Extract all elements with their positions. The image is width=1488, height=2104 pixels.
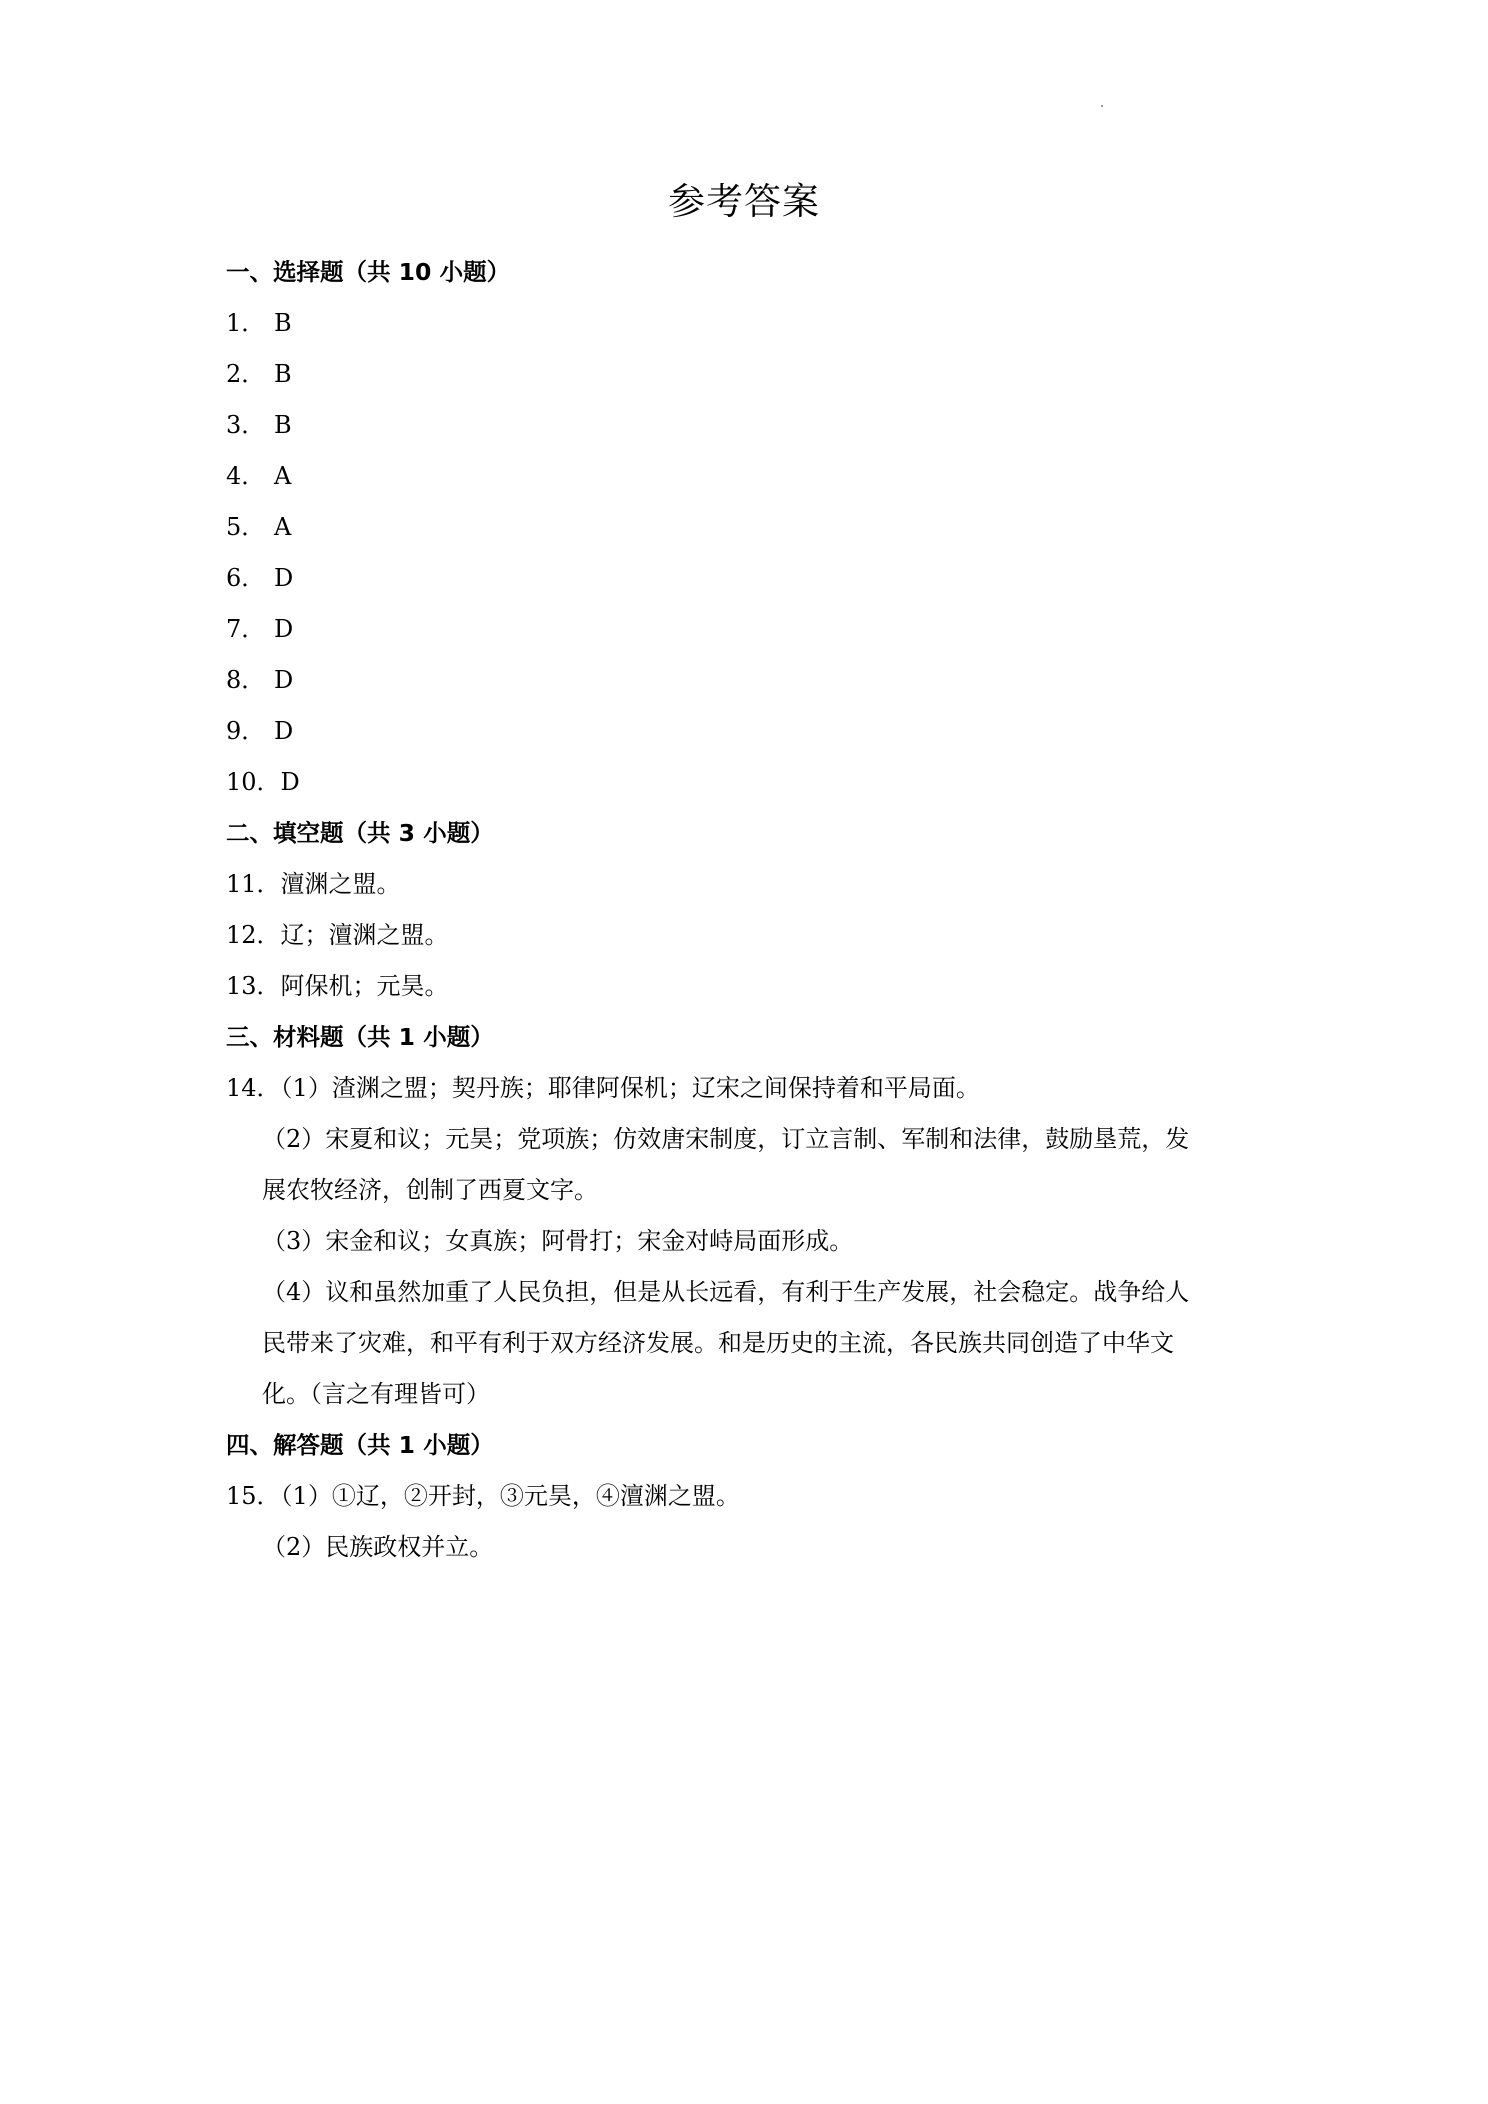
item-number: 2． [226, 360, 266, 388]
item-answer-part-4-line-3: 化。（言之有理皆可） [262, 1380, 490, 1408]
answer-item [226, 298, 1276, 349]
item-number: 8． [226, 666, 266, 694]
item-answer-part-1: （1）①辽，②开封，③元昊，④澶渊之盟。 [280, 1482, 740, 1510]
item-answer-part-2-line-2: 展农牧经济，创制了西夏文字。 [262, 1176, 598, 1204]
item-answer-part-4-line-1: （4）议和虽然加重了人民负担，但是从长远看，有利于生产发展，社会稳定。战争给人 [262, 1278, 1190, 1306]
answer-item-15-details [226, 1522, 1276, 1573]
item-answer: B [274, 411, 292, 439]
answer-item-14-details [226, 1114, 1276, 1420]
page-title: 参考答案 [668, 180, 820, 223]
section-heading-material: 三、材料题（共 1 小题） [226, 1023, 494, 1051]
answer-item [226, 502, 1276, 553]
item-answer: B [274, 309, 292, 337]
item-answer: D [274, 564, 294, 592]
item-number: 13． [226, 972, 281, 1000]
answer-item [226, 655, 1276, 706]
answer-item [226, 706, 1276, 757]
section-heading-fill-in: 二、填空题（共 3 小题） [226, 819, 494, 847]
answer-item [226, 910, 1276, 961]
item-number: 7． [226, 615, 266, 643]
item-number: 9． [226, 717, 266, 745]
answer-item [226, 604, 1276, 655]
item-answer: A [274, 462, 292, 490]
item-answer-part-2: （2）民族政权并立。 [262, 1533, 494, 1561]
item-answer: B [274, 360, 292, 388]
answer-item [226, 400, 1276, 451]
item-number: 4． [226, 462, 266, 490]
answer-item [226, 859, 1276, 910]
item-number: 6． [226, 564, 266, 592]
answer-item [226, 757, 1276, 808]
item-answer: D [274, 717, 294, 745]
answer-item-15 [226, 1471, 1276, 1522]
item-answer: 阿保机；元昊。 [280, 972, 449, 1000]
item-number: 10． [226, 768, 281, 796]
answer-content [226, 247, 1276, 1573]
answer-item [226, 553, 1276, 604]
section-heading-answer: 四、解答题（共 1 小题） [226, 1431, 494, 1459]
answer-item [226, 349, 1276, 400]
item-answer: 辽；澶渊之盟。 [280, 921, 449, 949]
answer-item [226, 451, 1276, 502]
answer-item [226, 961, 1276, 1012]
item-answer: D [274, 666, 294, 694]
item-number: 15． [226, 1482, 281, 1510]
scan-dot [1101, 105, 1103, 107]
item-answer-part-1: （1）渣渊之盟；契丹族；耶律阿保机；辽宋之间保持着和平局面。 [280, 1074, 980, 1102]
item-answer: A [274, 513, 292, 541]
item-answer-part-2-line-1: （2）宋夏和议；元昊；党项族；仿效唐宋制度，订立言制、军制和法律，鼓励垦荒，发 [262, 1125, 1190, 1153]
section-heading-choice: 一、选择题（共 10 小题） [226, 258, 511, 286]
item-answer-part-3: （3）宋金和议；女真族；阿骨打；宋金对峙局面形成。 [262, 1227, 854, 1255]
item-answer: D [280, 768, 300, 796]
item-number: 11． [226, 870, 281, 898]
item-number: 1． [226, 309, 266, 337]
item-number: 12． [226, 921, 281, 949]
item-answer-part-4-line-2: 民带来了灾难，和平有利于双方经济发展。和是历史的主流，各民族共同创造了中华文 [262, 1329, 1174, 1357]
answer-item-14 [226, 1063, 1276, 1114]
item-answer: 澶渊之盟。 [280, 870, 401, 898]
item-number: 3． [226, 411, 266, 439]
item-number: 5． [226, 513, 266, 541]
item-number: 14． [226, 1074, 281, 1102]
item-answer: D [274, 615, 294, 643]
